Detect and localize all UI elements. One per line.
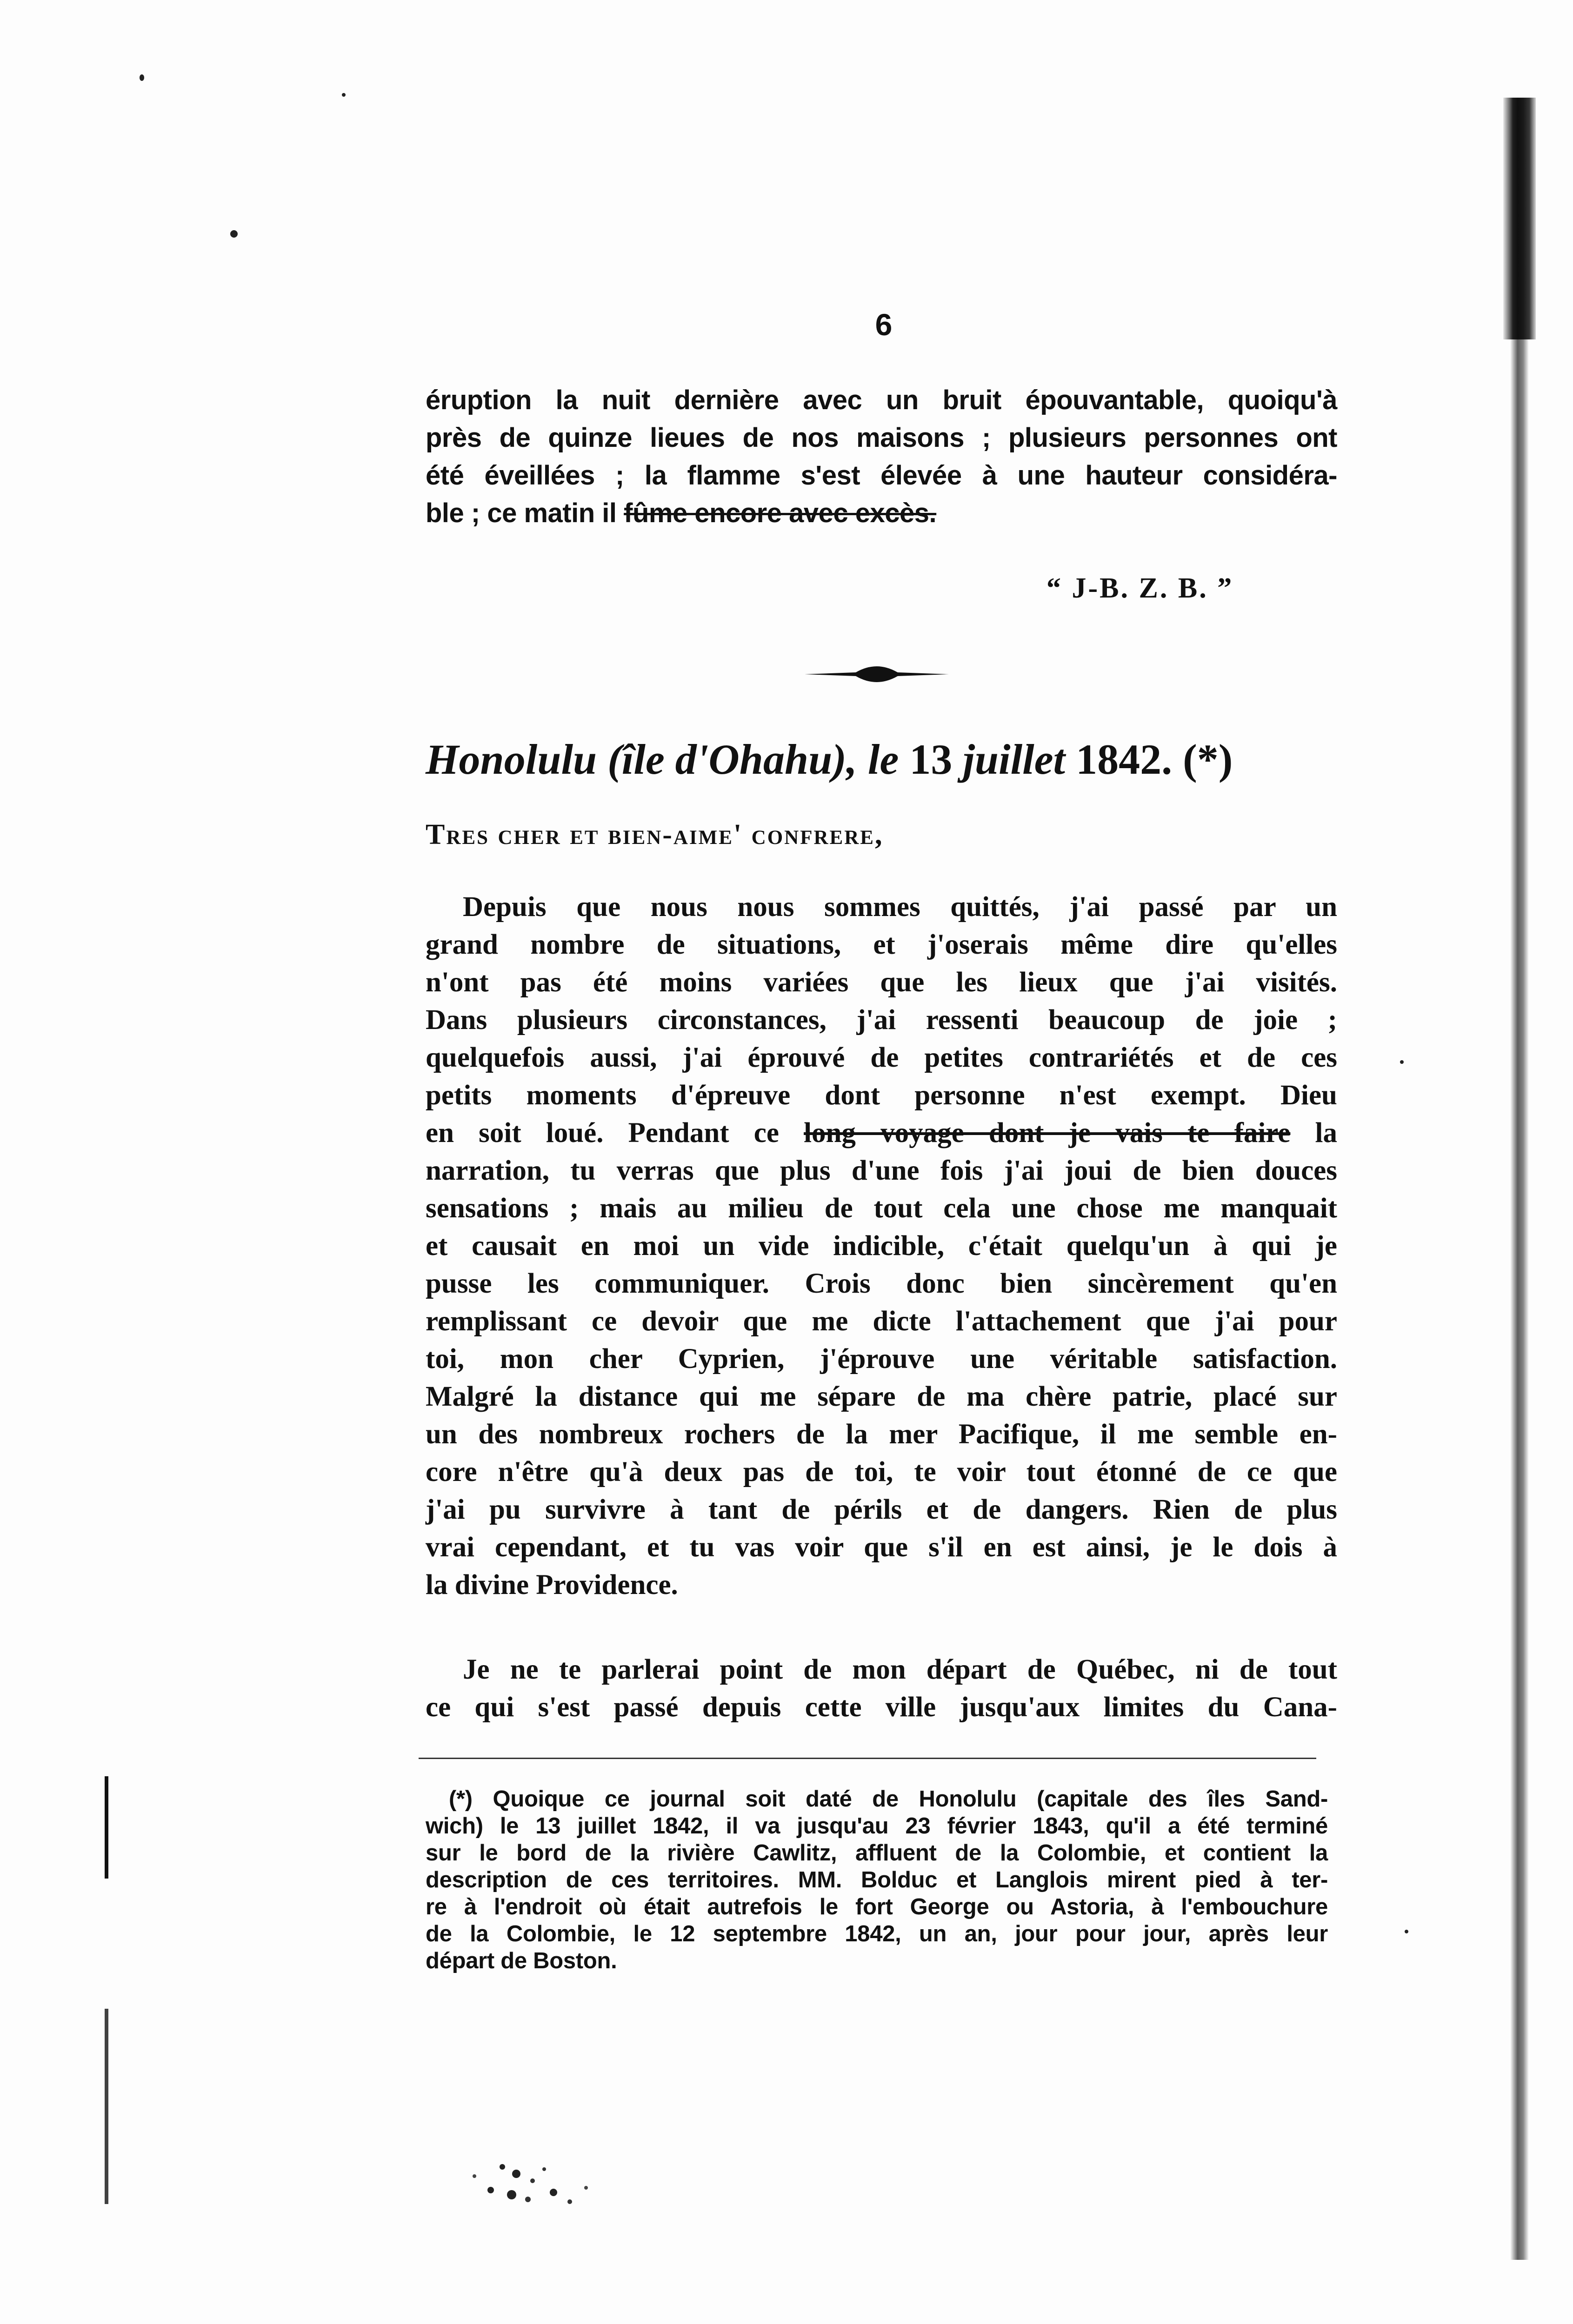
- text-line: la divine Providence.: [426, 1569, 678, 1600]
- text-fragment: la: [1290, 1117, 1337, 1149]
- ornament-divider-icon: [805, 656, 949, 693]
- heading-place: Honolulu (île d'Ohahu), le: [426, 736, 910, 783]
- speck: [1405, 1930, 1408, 1933]
- text-fragment: ble ; ce matin il: [426, 498, 624, 528]
- continued-paragraph: [426, 381, 1337, 532]
- footnote-line: description de ces territoires. MM. Bolduc et Langlois mirent pied à ter-: [426, 1867, 1328, 1892]
- text-line: pusse les communiquer. Crois donc bien sincèrement qu'en: [426, 1268, 1337, 1299]
- text-line: [426, 494, 1337, 532]
- letter-heading: [426, 735, 1356, 784]
- text-line: core n'être qu'à deux pas de toi, te voir tout étonné de ce que: [426, 1456, 1337, 1487]
- binding-edge-shadow: [1510, 98, 1529, 2260]
- text-line: Dans plusieurs circonstances, j'ai ressenti beaucoup de joie ;: [426, 1004, 1337, 1036]
- text-line: et causait en moi un vide indicible, c'était quelqu'un à qui je: [426, 1230, 1337, 1262]
- text-line: Je ne te parlerai point de mon départ de Québec, ni de tout: [463, 1654, 1337, 1685]
- page-number: 6: [875, 307, 893, 342]
- signature: “ J-B. Z. B. ”: [1046, 572, 1234, 604]
- text-line: n'ont pas été moins variées que les lieux que j'ai visités.: [426, 967, 1337, 998]
- text-line: [426, 1114, 1337, 1152]
- text-line: j'ai pu survivre à tant de périls et de dangers. Rien de plus: [426, 1494, 1337, 1525]
- heading-year: 1842.: [1076, 736, 1173, 783]
- speck: [1400, 1060, 1404, 1064]
- text-line: remplissant ce devoir que me dicte l'attachement que j'ai pour: [426, 1306, 1337, 1337]
- salutation: Tres cher et bien-aime' confrere,: [426, 819, 884, 850]
- footnote-line: wich) le 13 juillet 1842, il va jusqu'au 23 février 1843, qu'il a été terminé: [426, 1813, 1328, 1839]
- text-fragment: en soit loué. Pendant ce: [426, 1117, 804, 1149]
- text-line: éruption la nuit dernière avec un bruit épouvantable, quoiqu'à: [426, 385, 1337, 415]
- speck: [140, 74, 144, 81]
- text-line: quelquefois aussi, j'ai éprouvé de petites contrariétés et de ces: [426, 1042, 1337, 1073]
- struck-text: fûme encore avec excès.: [624, 498, 937, 528]
- letter-paragraph-1: [426, 888, 1337, 1604]
- text-line: près de quinze lieues de nos maisons ; plusieurs personnes ont: [426, 423, 1337, 453]
- text-line: Malgré la distance qui me sépare de ma chère patrie, placé sur: [426, 1381, 1337, 1412]
- text-line: un des nombreux rochers de la mer Pacifique, il me semble en-: [426, 1419, 1337, 1450]
- ink-smudge-icon: [447, 2148, 642, 2218]
- footnote-line: (*) Quoique ce journal soit daté de Honolulu (capitale des îles Sand-: [449, 1786, 1328, 1812]
- text-line: narration, tu verras que plus d'une fois j'ai joui de bien douces: [426, 1155, 1337, 1186]
- scan-mark: [105, 1776, 108, 1879]
- letter-paragraph-2: [426, 1651, 1337, 1726]
- speck: [342, 93, 346, 97]
- speck: [230, 230, 238, 238]
- footnote-line: re à l'endroit où était autrefois le fort George ou Astoria, à l'embouchure: [426, 1894, 1328, 1919]
- footnote-line: sur le bord de la rivière Cawlitz, affluent de la Colombie, et contient la: [426, 1840, 1328, 1866]
- footnote-separator: [419, 1758, 1316, 1759]
- text-line: Depuis que nous nous sommes quittés, j'ai passé par un: [463, 891, 1337, 923]
- footnote-line: départ de Boston.: [426, 1948, 617, 1973]
- footnote-marker: (*): [1172, 736, 1233, 783]
- struck-text: long voyage dont je vais te faire: [804, 1117, 1291, 1149]
- text-line: sensations ; mais au milieu de tout cela une chose me manquait: [426, 1193, 1337, 1224]
- text-line: été éveillées ; la flamme s'est élevée à une hauteur considéra-: [426, 460, 1337, 491]
- text-line: vrai cependant, et tu vas voir que s'il en est ainsi, je le dois à: [426, 1532, 1337, 1563]
- heading-day: 13: [909, 736, 953, 783]
- text-line: toi, mon cher Cyprien, j'éprouve une véritable satisfaction.: [426, 1343, 1337, 1374]
- text-line: grand nombre de situations, et j'oserais même dire qu'elles: [426, 929, 1337, 960]
- scan-mark: [105, 2009, 108, 2204]
- text-line: petits moments d'épreuve dont personne n'est exempt. Dieu: [426, 1080, 1337, 1111]
- text-line: ce qui s'est passé depuis cette ville jusqu'aux limites du Cana-: [426, 1692, 1337, 1723]
- footnote: [426, 1786, 1328, 1974]
- heading-month: juillet: [952, 736, 1076, 783]
- footnote-line: de la Colombie, le 12 septembre 1842, un an, jour pour jour, après leur: [426, 1921, 1328, 1946]
